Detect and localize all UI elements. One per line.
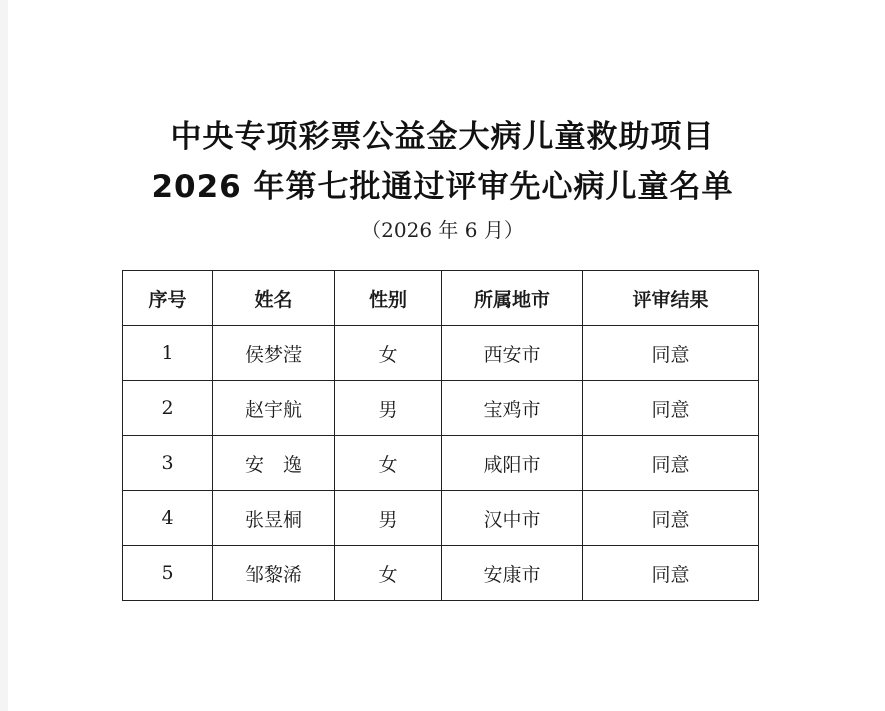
header-city: 所属地市 — [442, 271, 583, 326]
document-title — [0, 112, 885, 212]
cell-city: 咸阳市 — [442, 436, 583, 491]
cell-name: 侯梦滢 — [213, 326, 335, 381]
cell-gender: 女 — [335, 546, 442, 601]
cell-serial: 3 — [123, 436, 213, 491]
cell-city: 安康市 — [442, 546, 583, 601]
cell-name: 安 逸 — [213, 436, 335, 491]
cell-serial: 2 — [123, 381, 213, 436]
cell-city: 汉中市 — [442, 491, 583, 546]
cell-gender: 女 — [335, 326, 442, 381]
header-gender: 性别 — [335, 271, 442, 326]
table-row — [123, 326, 759, 381]
header-result: 评审结果 — [583, 271, 759, 326]
cell-result: 同意 — [583, 546, 759, 601]
cell-gender: 男 — [335, 491, 442, 546]
approved-children-table — [122, 270, 759, 601]
cell-serial: 1 — [123, 326, 213, 381]
title-line-2: 2026 年第七批通过评审先心病儿童名单 — [151, 169, 734, 205]
table-row — [123, 436, 759, 491]
cell-name: 张昱桐 — [213, 491, 335, 546]
header-serial: 序号 — [123, 271, 213, 326]
cell-serial: 4 — [123, 491, 213, 546]
cell-city: 宝鸡市 — [442, 381, 583, 436]
cell-gender: 男 — [335, 381, 442, 436]
table-row — [123, 491, 759, 546]
cell-city: 西安市 — [442, 326, 583, 381]
cell-result: 同意 — [583, 326, 759, 381]
cell-result: 同意 — [583, 436, 759, 491]
header-name: 姓名 — [213, 271, 335, 326]
title-line-1: 中央专项彩票公益金大病儿童救助项目 — [170, 119, 715, 155]
cell-serial: 5 — [123, 546, 213, 601]
table-row — [123, 381, 759, 436]
cell-name: 邹黎浠 — [213, 546, 335, 601]
document-date: （2026 年 6 月） — [361, 218, 524, 242]
cell-result: 同意 — [583, 491, 759, 546]
cell-gender: 女 — [335, 436, 442, 491]
cell-name: 赵宇航 — [213, 381, 335, 436]
table-row — [123, 546, 759, 601]
table-header-row — [123, 271, 759, 326]
cell-result: 同意 — [583, 381, 759, 436]
